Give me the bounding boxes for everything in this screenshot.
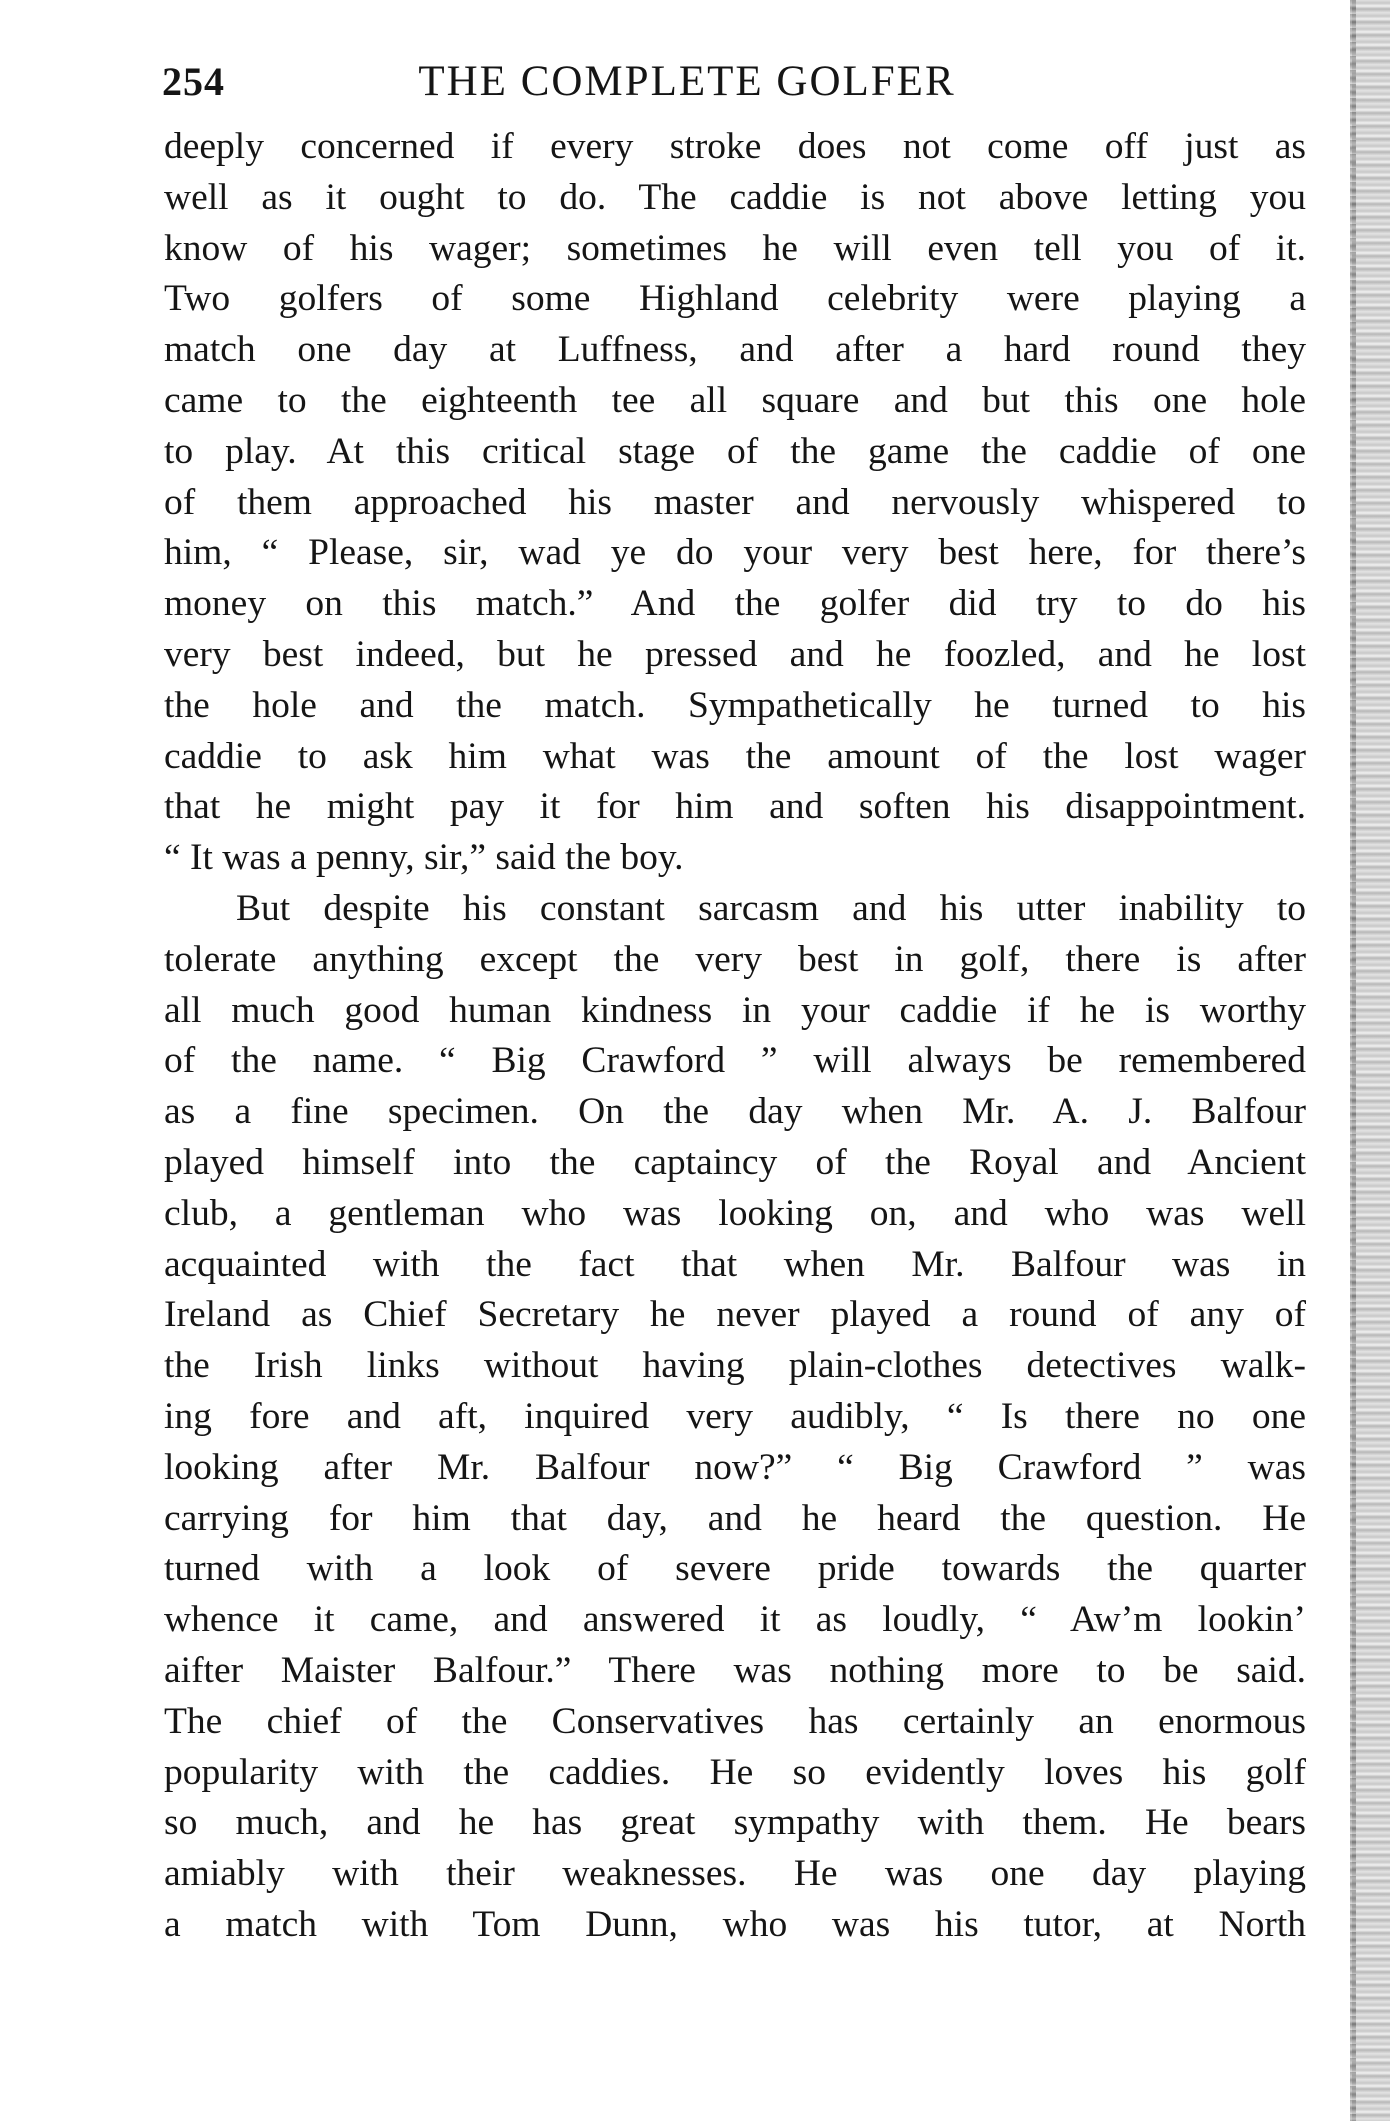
text-line: him, “ Please, sir, wad ye do your very best here, for there’s xyxy=(164,532,1306,574)
page-header xyxy=(162,52,1327,112)
binding-gutter xyxy=(1352,0,1390,2121)
text-line: played himself into the captaincy of the Royal and Ancient xyxy=(164,1141,1306,1183)
text-line: acquainted with the fact that when Mr. Balfour was in xyxy=(164,1243,1306,1285)
text-line: well as it ought to do. The caddie is not above letting you xyxy=(164,176,1306,218)
page-number: 254 xyxy=(162,59,225,104)
text-line: match one day at Luffness, and after a hard round they xyxy=(164,329,1306,371)
text-line: aifter Maister Balfour.” There was nothing more to be said. xyxy=(164,1649,1306,1691)
text-line: so much, and he has great sympathy with them. He bears xyxy=(164,1802,1306,1844)
text-line: money on this match.” And the golfer did try to do his xyxy=(164,583,1306,625)
text-line: as a fine specimen. On the day when Mr. A. J. Balfour xyxy=(164,1091,1306,1133)
paragraph-start-line: But despite his constant sarcasm and his utter inability to xyxy=(236,887,1306,929)
text-line: carrying for him that day, and he heard the question. He xyxy=(164,1497,1306,1539)
text-line: tolerate anything except the very best in golf, there is after xyxy=(164,938,1306,980)
text-line: popularity with the caddies. He so evidently loves his golf xyxy=(164,1751,1306,1793)
paragraph-end-line: “ It was a penny, sir,” said the boy. xyxy=(164,837,684,879)
text-line: of the name. “ Big Crawford ” will always be remembered xyxy=(164,1040,1306,1082)
text-line: the Irish links without having plain-clothes detectives walk- xyxy=(164,1345,1306,1387)
text-line: very best indeed, but he pressed and he foozled, and he lost xyxy=(164,633,1306,675)
text-line: whence it came, and answered it as loudly, “ Aw’m lookin’ xyxy=(164,1599,1306,1641)
text-line: know of his wager; sometimes he will even tell you of it. xyxy=(164,227,1306,269)
text-line: the hole and the match. Sympathetically he turned to his xyxy=(164,684,1306,726)
text-line: amiably with their weaknesses. He was one day playing xyxy=(164,1853,1306,1895)
running-title: THE COMPLETE GOLFER xyxy=(418,58,956,105)
text-line: looking after Mr. Balfour now?” “ Big Crawford ” was xyxy=(164,1446,1306,1488)
text-line: Ireland as Chief Secretary he never played a round of any of xyxy=(164,1294,1306,1336)
text-line: Two golfers of some Highland celebrity were playing a xyxy=(164,278,1306,320)
text-line: caddie to ask him what was the amount of the lost wager xyxy=(164,735,1306,777)
text-line: club, a gentleman who was looking on, and who was well xyxy=(164,1192,1306,1234)
body-text xyxy=(164,122,1306,1951)
text-line: turned with a look of severe pride towards the quarter xyxy=(164,1548,1306,1590)
text-line: to play. At this critical stage of the game the caddie of one xyxy=(164,430,1306,472)
text-line: deeply concerned if every stroke does not come off just as xyxy=(164,126,1306,167)
text-line: The chief of the Conservatives has certainly an enormous xyxy=(164,1700,1306,1742)
text-line: that he might pay it for him and soften his disappointment. xyxy=(164,786,1306,828)
text-line: ing fore and aft, inquired very audibly, “ Is there no one xyxy=(164,1395,1306,1437)
text-line: all much good human kindness in your caddie if he is worthy xyxy=(164,989,1306,1031)
text-line: a match with Tom Dunn, who was his tutor, at North xyxy=(164,1903,1306,1945)
text-line: came to the eighteenth tee all square and but this one hole xyxy=(164,379,1306,421)
page-edge-shadow xyxy=(1350,0,1356,2121)
text-line: of them approached his master and nervously whispered to xyxy=(164,481,1306,523)
